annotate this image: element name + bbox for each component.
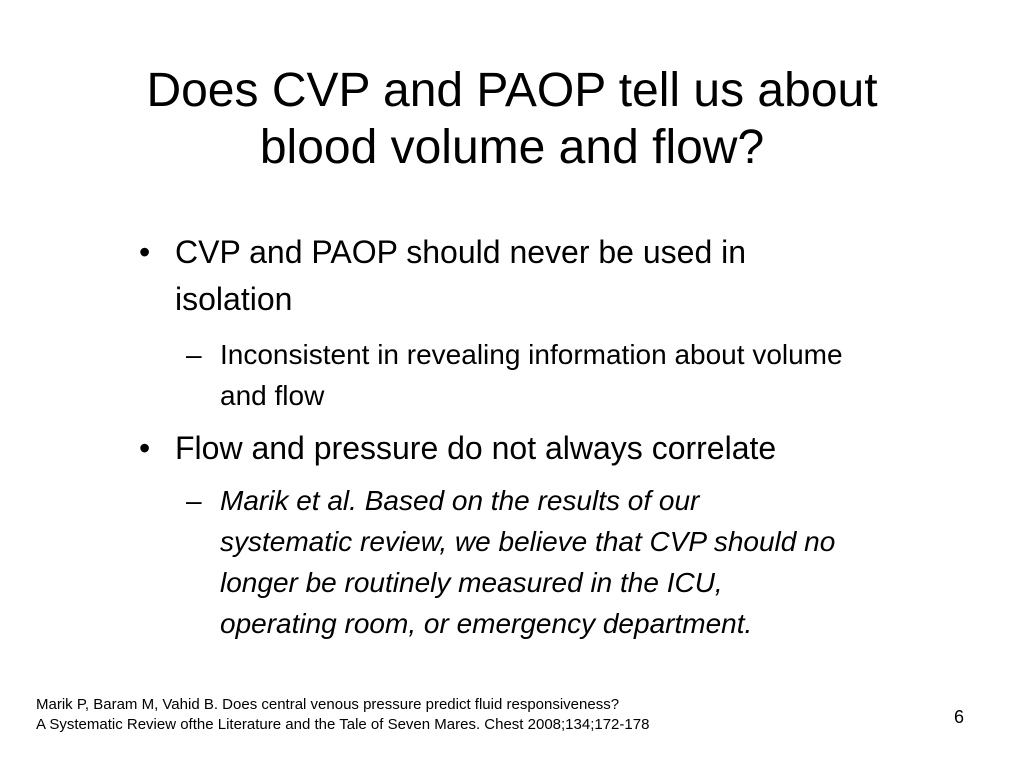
slide-title-line-1: Does CVP and PAOP tell us about [146, 64, 878, 118]
bullet-line-2: isolation [175, 281, 293, 317]
citation-line-2: A Systematic Review ofthe Literature and the Tale of Seven Mares. Chest 2008;134;172-178 [36, 716, 650, 733]
sub-bullet-line-2: and flow [220, 380, 325, 411]
sub-bullet-inconsistent [186, 334, 986, 416]
bullet-cvp-paop-isolation [139, 229, 949, 323]
bullet-marker: • [139, 430, 151, 466]
sub-bullet-line-2: systematic review, we believe that CVP should no [220, 526, 836, 557]
slide-title-line-2: blood volume and flow? [259, 121, 765, 175]
slide-title [40, 62, 984, 176]
bullet-line-1: Flow and pressure do not always correlate [175, 430, 777, 466]
sub-bullet-marker: – [186, 485, 202, 516]
citation-line-1: Marik P, Baram M, Vahid B. Does central venous pressure predict fluid responsiveness? [36, 696, 620, 713]
bullet-line-1: CVP and PAOP should never be used in [175, 234, 747, 270]
sub-bullet-line-3: longer be routinely measured in the ICU, [220, 567, 723, 598]
bullet-marker: • [139, 234, 151, 270]
bullet-flow-pressure [139, 425, 949, 472]
page-number: 6 [953, 707, 964, 727]
sub-bullet-marik-quote [186, 480, 986, 644]
sub-bullet-line-1: Inconsistent in revealing information about volume [220, 339, 843, 370]
sub-bullet-line-1: Marik et al. Based on the results of our [220, 485, 700, 516]
citation-footnote [36, 695, 856, 735]
sub-bullet-marker: – [186, 339, 202, 370]
sub-bullet-line-4: operating room, or emergency department. [220, 608, 753, 639]
